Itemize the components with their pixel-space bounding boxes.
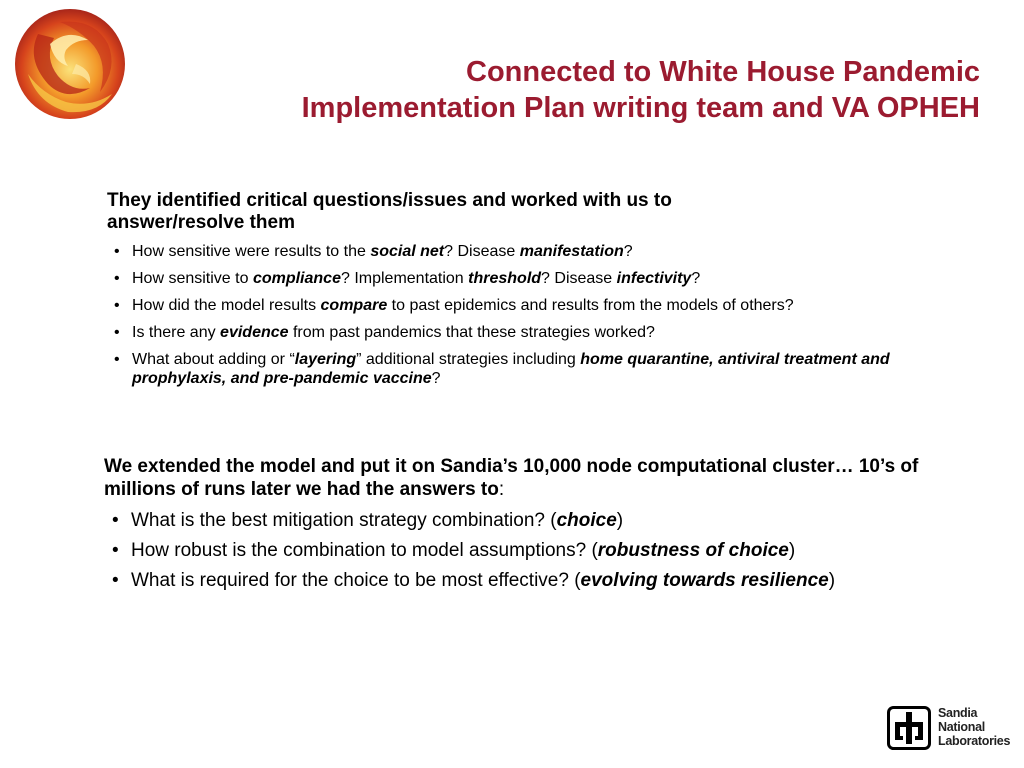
sandia-thunderbird-icon (887, 706, 931, 750)
emphasis: manifestation (519, 243, 624, 260)
list-item: • How robust is the combination to model assumptions? (robustness of choice) (112, 540, 796, 561)
emphasis: choice (556, 510, 617, 531)
bullet-icon: • (114, 270, 120, 287)
emphasis: compare (320, 297, 388, 314)
emphasis: compliance (252, 270, 341, 287)
emphasis: home quarantine, antiviral treatment and prophylaxis, and pre-pandemic vaccine (132, 351, 890, 387)
list-item: • How sensitive were results to the social net? Disease manifestation? (114, 243, 633, 260)
questions-list (107, 242, 967, 388)
emphasis: layering (294, 351, 357, 368)
list-item: • Is there any evidence from past pandemics that these strategies worked? (114, 324, 655, 341)
emphasis: social net (370, 243, 445, 260)
answers-list (104, 510, 964, 592)
answers-section (104, 455, 964, 600)
questions-section (107, 190, 967, 396)
phoenix-logo-icon (8, 4, 132, 122)
emphasis: evidence (220, 324, 289, 341)
emphasis: infectivity (616, 270, 692, 287)
title-line-1: Connected to White House Pandemic (466, 56, 980, 88)
bullet-icon: • (114, 297, 120, 314)
emphasis: robustness of choice (597, 540, 789, 561)
list-item: • How did the model results compare to past epidemics and results from the models of others? (114, 297, 794, 314)
questions-heading: They identified critical questions/issues and worked with us to answer/resolve them (107, 190, 672, 233)
slide-title (302, 54, 980, 126)
list-item: • What is the best mitigation strategy combination? (choice) (112, 510, 624, 531)
bullet-icon: • (112, 570, 119, 591)
list-item: • What about adding or “layering” additional strategies including home quarantine, antiviral treatment and prophylaxis, and pre-pandemic vaccine? (114, 351, 890, 387)
sandia-wordmark: Sandia National Laboratories (938, 706, 1011, 748)
bullet-icon: • (114, 324, 120, 341)
bullet-icon: • (114, 243, 120, 260)
sandia-logo (887, 706, 1015, 760)
list-item: • What is required for the choice to be most effective? (evolving towards resilience) (112, 570, 836, 591)
emphasis: evolving towards resilience (580, 570, 829, 591)
bullet-icon: • (114, 351, 120, 368)
list-item: • How sensitive to compliance? Implementation threshold? Disease infectivity? (114, 270, 701, 287)
emphasis: threshold (468, 270, 542, 287)
title-line-2: Implementation Plan writing team and VA OPHEH (301, 92, 980, 124)
answers-heading: We extended the model and put it on Sandia’s 10,000 node computational cluster… 10’s of millions of runs later we had the answers to: (104, 456, 919, 500)
bullet-icon: • (112, 510, 119, 531)
bullet-icon: • (112, 540, 119, 561)
